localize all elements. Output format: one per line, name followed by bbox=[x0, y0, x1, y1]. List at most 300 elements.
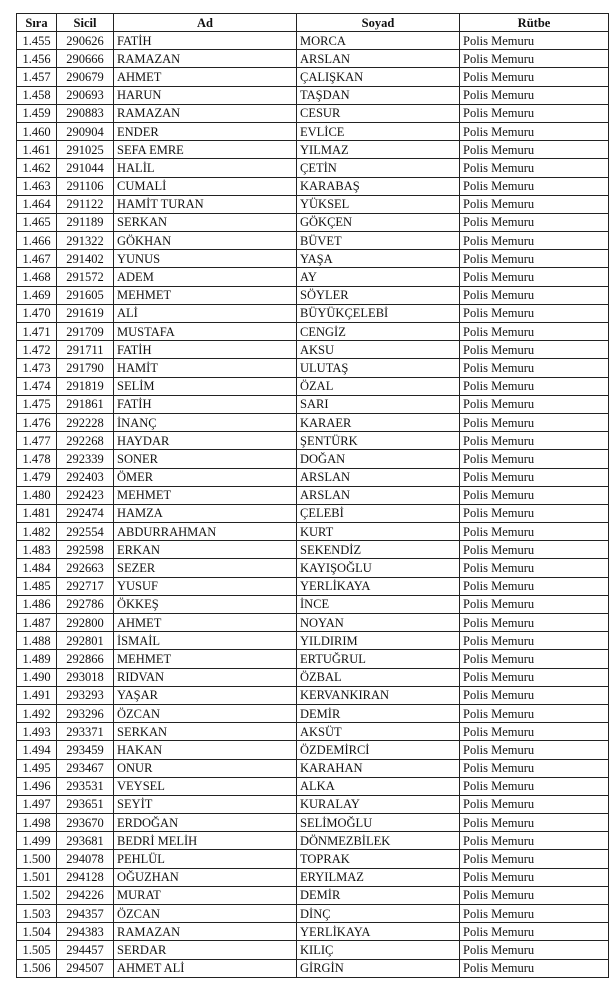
cell-rutbe: Polis Memuru bbox=[460, 450, 609, 468]
cell-rutbe: Polis Memuru bbox=[460, 50, 609, 68]
cell-ad: FATİH bbox=[114, 341, 297, 359]
cell-ad: FATİH bbox=[114, 395, 297, 413]
cell-soyad: DÖNMEZBİLEK bbox=[297, 832, 460, 850]
cell-sicil: 292268 bbox=[57, 432, 114, 450]
table-row bbox=[17, 650, 609, 668]
cell-rutbe: Polis Memuru bbox=[460, 704, 609, 722]
table-row bbox=[17, 559, 609, 577]
table-row bbox=[17, 668, 609, 686]
cell-soyad: ÇALIŞKAN bbox=[297, 68, 460, 86]
cell-sira: 1.471 bbox=[17, 323, 57, 341]
header-sira: Sıra bbox=[17, 14, 57, 32]
cell-sira: 1.460 bbox=[17, 122, 57, 140]
cell-sira: 1.462 bbox=[17, 159, 57, 177]
header-row bbox=[17, 14, 609, 32]
cell-ad: MUSTAFA bbox=[114, 323, 297, 341]
cell-sira: 1.481 bbox=[17, 504, 57, 522]
cell-sicil: 291044 bbox=[57, 159, 114, 177]
cell-sira: 1.498 bbox=[17, 814, 57, 832]
cell-ad: ERDOĞAN bbox=[114, 814, 297, 832]
cell-soyad: AKSÜT bbox=[297, 723, 460, 741]
cell-sicil: 290693 bbox=[57, 86, 114, 104]
cell-rutbe: Polis Memuru bbox=[460, 122, 609, 140]
table-row bbox=[17, 213, 609, 231]
cell-sira: 1.477 bbox=[17, 432, 57, 450]
cell-ad: VEYSEL bbox=[114, 777, 297, 795]
cell-soyad: ARSLAN bbox=[297, 486, 460, 504]
cell-ad: MEHMET bbox=[114, 486, 297, 504]
cell-rutbe: Polis Memuru bbox=[460, 686, 609, 704]
cell-ad: AHMET bbox=[114, 614, 297, 632]
cell-soyad: AKSU bbox=[297, 341, 460, 359]
cell-soyad: GÖKÇEN bbox=[297, 213, 460, 231]
cell-sicil: 291709 bbox=[57, 323, 114, 341]
table-row bbox=[17, 141, 609, 159]
cell-soyad: GİRGİN bbox=[297, 959, 460, 977]
cell-sira: 1.502 bbox=[17, 886, 57, 904]
cell-soyad: İNCE bbox=[297, 595, 460, 613]
cell-sicil: 291189 bbox=[57, 213, 114, 231]
table-row bbox=[17, 359, 609, 377]
cell-sira: 1.499 bbox=[17, 832, 57, 850]
cell-sira: 1.465 bbox=[17, 213, 57, 231]
cell-sicil: 293531 bbox=[57, 777, 114, 795]
cell-soyad: ÖZAL bbox=[297, 377, 460, 395]
table-row bbox=[17, 814, 609, 832]
cell-soyad: KURT bbox=[297, 523, 460, 541]
cell-ad: SERDAR bbox=[114, 941, 297, 959]
cell-soyad: YILDIRIM bbox=[297, 632, 460, 650]
cell-sicil: 291605 bbox=[57, 286, 114, 304]
cell-ad: İSMAİL bbox=[114, 632, 297, 650]
cell-sicil: 291619 bbox=[57, 304, 114, 322]
table-row bbox=[17, 632, 609, 650]
cell-soyad: NOYAN bbox=[297, 614, 460, 632]
cell-sicil: 293459 bbox=[57, 741, 114, 759]
cell-soyad: ÖZDEMİRCİ bbox=[297, 741, 460, 759]
table-row bbox=[17, 50, 609, 68]
cell-ad: SELİM bbox=[114, 377, 297, 395]
cell-sicil: 293371 bbox=[57, 723, 114, 741]
cell-sicil: 292663 bbox=[57, 559, 114, 577]
cell-sicil: 292228 bbox=[57, 413, 114, 431]
cell-sicil: 291122 bbox=[57, 195, 114, 213]
cell-sira: 1.485 bbox=[17, 577, 57, 595]
cell-soyad: KARABAŞ bbox=[297, 177, 460, 195]
cell-soyad: CESUR bbox=[297, 104, 460, 122]
cell-sira: 1.457 bbox=[17, 68, 57, 86]
cell-rutbe: Polis Memuru bbox=[460, 195, 609, 213]
cell-ad: BEDRİ MELİH bbox=[114, 832, 297, 850]
cell-soyad: ÇETİN bbox=[297, 159, 460, 177]
cell-sira: 1.501 bbox=[17, 868, 57, 886]
cell-sira: 1.456 bbox=[17, 50, 57, 68]
table-row bbox=[17, 741, 609, 759]
cell-soyad: ULUTAŞ bbox=[297, 359, 460, 377]
cell-ad: İNANÇ bbox=[114, 413, 297, 431]
cell-rutbe: Polis Memuru bbox=[460, 304, 609, 322]
table-row bbox=[17, 232, 609, 250]
cell-sicil: 291711 bbox=[57, 341, 114, 359]
cell-sira: 1.487 bbox=[17, 614, 57, 632]
cell-sicil: 294128 bbox=[57, 868, 114, 886]
cell-soyad: YERLİKAYA bbox=[297, 577, 460, 595]
cell-sicil: 292403 bbox=[57, 468, 114, 486]
cell-sira: 1.497 bbox=[17, 795, 57, 813]
cell-ad: AHMET bbox=[114, 68, 297, 86]
cell-sicil: 291572 bbox=[57, 268, 114, 286]
cell-sicil: 293296 bbox=[57, 704, 114, 722]
cell-ad: MURAT bbox=[114, 886, 297, 904]
table-row bbox=[17, 905, 609, 923]
personnel-table bbox=[16, 13, 609, 978]
cell-rutbe: Polis Memuru bbox=[460, 559, 609, 577]
table-row bbox=[17, 32, 609, 50]
cell-soyad: SARI bbox=[297, 395, 460, 413]
cell-soyad: ŞENTÜRK bbox=[297, 432, 460, 450]
cell-rutbe: Polis Memuru bbox=[460, 232, 609, 250]
cell-rutbe: Polis Memuru bbox=[460, 595, 609, 613]
cell-rutbe: Polis Memuru bbox=[460, 104, 609, 122]
table-row bbox=[17, 577, 609, 595]
cell-ad: YUNUS bbox=[114, 250, 297, 268]
cell-sira: 1.459 bbox=[17, 104, 57, 122]
cell-soyad: SELİMOĞLU bbox=[297, 814, 460, 832]
cell-soyad: YERLİKAYA bbox=[297, 923, 460, 941]
header-rutbe: Rütbe bbox=[460, 14, 609, 32]
cell-rutbe: Polis Memuru bbox=[460, 614, 609, 632]
cell-soyad: KURALAY bbox=[297, 795, 460, 813]
cell-soyad: YAŞA bbox=[297, 250, 460, 268]
table-row bbox=[17, 486, 609, 504]
cell-sicil: 292339 bbox=[57, 450, 114, 468]
cell-sicil: 292786 bbox=[57, 595, 114, 613]
cell-ad: RAMAZAN bbox=[114, 104, 297, 122]
cell-soyad: ÖZBAL bbox=[297, 668, 460, 686]
cell-rutbe: Polis Memuru bbox=[460, 941, 609, 959]
cell-soyad: TAŞDAN bbox=[297, 86, 460, 104]
cell-sicil: 290626 bbox=[57, 32, 114, 50]
cell-sira: 1.484 bbox=[17, 559, 57, 577]
cell-sicil: 294357 bbox=[57, 905, 114, 923]
cell-sicil: 293670 bbox=[57, 814, 114, 832]
cell-ad: FATİH bbox=[114, 32, 297, 50]
cell-soyad: AY bbox=[297, 268, 460, 286]
cell-ad: MEHMET bbox=[114, 650, 297, 668]
cell-sicil: 294226 bbox=[57, 886, 114, 904]
cell-soyad: YILMAZ bbox=[297, 141, 460, 159]
table-row bbox=[17, 759, 609, 777]
table-row bbox=[17, 795, 609, 813]
cell-rutbe: Polis Memuru bbox=[460, 159, 609, 177]
cell-soyad: ERTUĞRUL bbox=[297, 650, 460, 668]
cell-sicil: 292801 bbox=[57, 632, 114, 650]
cell-soyad: MORCA bbox=[297, 32, 460, 50]
cell-sira: 1.475 bbox=[17, 395, 57, 413]
cell-rutbe: Polis Memuru bbox=[460, 650, 609, 668]
table-row bbox=[17, 450, 609, 468]
cell-sicil: 293681 bbox=[57, 832, 114, 850]
cell-soyad: DOĞAN bbox=[297, 450, 460, 468]
cell-sira: 1.506 bbox=[17, 959, 57, 977]
cell-rutbe: Polis Memuru bbox=[460, 795, 609, 813]
cell-ad: SONER bbox=[114, 450, 297, 468]
cell-rutbe: Polis Memuru bbox=[460, 850, 609, 868]
cell-sira: 1.494 bbox=[17, 741, 57, 759]
cell-rutbe: Polis Memuru bbox=[460, 32, 609, 50]
cell-sicil: 290666 bbox=[57, 50, 114, 68]
cell-sicil: 292598 bbox=[57, 541, 114, 559]
cell-rutbe: Polis Memuru bbox=[460, 814, 609, 832]
cell-ad: RAMAZAN bbox=[114, 50, 297, 68]
table-row bbox=[17, 595, 609, 613]
table-row bbox=[17, 250, 609, 268]
cell-soyad: ARSLAN bbox=[297, 50, 460, 68]
table-row bbox=[17, 122, 609, 140]
cell-sira: 1.458 bbox=[17, 86, 57, 104]
cell-ad: AHMET ALİ bbox=[114, 959, 297, 977]
table-row bbox=[17, 541, 609, 559]
cell-sicil: 293467 bbox=[57, 759, 114, 777]
table-row bbox=[17, 868, 609, 886]
table-row bbox=[17, 704, 609, 722]
cell-ad: HALİL bbox=[114, 159, 297, 177]
cell-ad: HARUN bbox=[114, 86, 297, 104]
cell-sicil: 292866 bbox=[57, 650, 114, 668]
cell-ad: YAŞAR bbox=[114, 686, 297, 704]
cell-rutbe: Polis Memuru bbox=[460, 177, 609, 195]
cell-rutbe: Polis Memuru bbox=[460, 250, 609, 268]
cell-ad: SERKAN bbox=[114, 213, 297, 231]
cell-rutbe: Polis Memuru bbox=[460, 741, 609, 759]
cell-soyad: ERYILMAZ bbox=[297, 868, 460, 886]
cell-ad: MEHMET bbox=[114, 286, 297, 304]
cell-soyad: ALKA bbox=[297, 777, 460, 795]
cell-rutbe: Polis Memuru bbox=[460, 486, 609, 504]
cell-soyad: KILIÇ bbox=[297, 941, 460, 959]
cell-ad: SERKAN bbox=[114, 723, 297, 741]
cell-rutbe: Polis Memuru bbox=[460, 723, 609, 741]
cell-ad: ÖZCAN bbox=[114, 704, 297, 722]
cell-sira: 1.493 bbox=[17, 723, 57, 741]
table-row bbox=[17, 86, 609, 104]
table-row bbox=[17, 195, 609, 213]
cell-rutbe: Polis Memuru bbox=[460, 413, 609, 431]
cell-rutbe: Polis Memuru bbox=[460, 86, 609, 104]
cell-soyad: SEKENDİZ bbox=[297, 541, 460, 559]
cell-ad: HAMZA bbox=[114, 504, 297, 522]
cell-sira: 1.500 bbox=[17, 850, 57, 868]
cell-rutbe: Polis Memuru bbox=[460, 432, 609, 450]
cell-rutbe: Polis Memuru bbox=[460, 832, 609, 850]
table-row bbox=[17, 377, 609, 395]
cell-ad: HAMİT bbox=[114, 359, 297, 377]
cell-rutbe: Polis Memuru bbox=[460, 268, 609, 286]
cell-rutbe: Polis Memuru bbox=[460, 905, 609, 923]
cell-sicil: 294507 bbox=[57, 959, 114, 977]
cell-ad: ERKAN bbox=[114, 541, 297, 559]
cell-rutbe: Polis Memuru bbox=[460, 323, 609, 341]
cell-sira: 1.476 bbox=[17, 413, 57, 431]
cell-rutbe: Polis Memuru bbox=[460, 213, 609, 231]
cell-sira: 1.503 bbox=[17, 905, 57, 923]
cell-sira: 1.466 bbox=[17, 232, 57, 250]
cell-soyad: ARSLAN bbox=[297, 468, 460, 486]
table-row bbox=[17, 523, 609, 541]
cell-rutbe: Polis Memuru bbox=[460, 886, 609, 904]
cell-soyad: BÜVET bbox=[297, 232, 460, 250]
cell-ad: ABDURRAHMAN bbox=[114, 523, 297, 541]
cell-sira: 1.489 bbox=[17, 650, 57, 668]
cell-sicil: 291819 bbox=[57, 377, 114, 395]
cell-ad: ADEM bbox=[114, 268, 297, 286]
table-row bbox=[17, 159, 609, 177]
cell-sicil: 290679 bbox=[57, 68, 114, 86]
cell-rutbe: Polis Memuru bbox=[460, 923, 609, 941]
cell-sira: 1.492 bbox=[17, 704, 57, 722]
cell-sira: 1.488 bbox=[17, 632, 57, 650]
cell-sicil: 294383 bbox=[57, 923, 114, 941]
table-row bbox=[17, 941, 609, 959]
table-row bbox=[17, 959, 609, 977]
cell-sira: 1.478 bbox=[17, 450, 57, 468]
cell-ad: OĞUZHAN bbox=[114, 868, 297, 886]
cell-ad: SEZER bbox=[114, 559, 297, 577]
cell-sicil: 291322 bbox=[57, 232, 114, 250]
cell-rutbe: Polis Memuru bbox=[460, 359, 609, 377]
cell-sira: 1.496 bbox=[17, 777, 57, 795]
cell-soyad: DEMİR bbox=[297, 886, 460, 904]
cell-soyad: EVLİCE bbox=[297, 122, 460, 140]
cell-rutbe: Polis Memuru bbox=[460, 377, 609, 395]
cell-rutbe: Polis Memuru bbox=[460, 541, 609, 559]
cell-sira: 1.469 bbox=[17, 286, 57, 304]
cell-sira: 1.505 bbox=[17, 941, 57, 959]
table-row bbox=[17, 777, 609, 795]
header-sicil: Sicil bbox=[57, 14, 114, 32]
cell-rutbe: Polis Memuru bbox=[460, 341, 609, 359]
cell-soyad: KAYIŞOĞLU bbox=[297, 559, 460, 577]
cell-rutbe: Polis Memuru bbox=[460, 68, 609, 86]
cell-soyad: ÇELEBİ bbox=[297, 504, 460, 522]
table-row bbox=[17, 413, 609, 431]
cell-ad: RIDVAN bbox=[114, 668, 297, 686]
cell-sira: 1.473 bbox=[17, 359, 57, 377]
cell-sicil: 294078 bbox=[57, 850, 114, 868]
cell-sira: 1.483 bbox=[17, 541, 57, 559]
cell-soyad: KARAER bbox=[297, 413, 460, 431]
cell-sicil: 292423 bbox=[57, 486, 114, 504]
cell-sira: 1.482 bbox=[17, 523, 57, 541]
cell-sira: 1.491 bbox=[17, 686, 57, 704]
cell-sicil: 291402 bbox=[57, 250, 114, 268]
cell-rutbe: Polis Memuru bbox=[460, 868, 609, 886]
cell-ad: GÖKHAN bbox=[114, 232, 297, 250]
cell-rutbe: Polis Memuru bbox=[460, 632, 609, 650]
cell-sira: 1.504 bbox=[17, 923, 57, 941]
table-row bbox=[17, 304, 609, 322]
cell-ad: SEFA EMRE bbox=[114, 141, 297, 159]
cell-rutbe: Polis Memuru bbox=[460, 759, 609, 777]
table-body bbox=[17, 32, 609, 978]
cell-soyad: CENGİZ bbox=[297, 323, 460, 341]
cell-ad: HAYDAR bbox=[114, 432, 297, 450]
cell-sicil: 290904 bbox=[57, 122, 114, 140]
cell-sira: 1.486 bbox=[17, 595, 57, 613]
cell-rutbe: Polis Memuru bbox=[460, 286, 609, 304]
cell-ad: PEHLÜL bbox=[114, 850, 297, 868]
cell-soyad: BÜYÜKÇELEBİ bbox=[297, 304, 460, 322]
cell-rutbe: Polis Memuru bbox=[460, 668, 609, 686]
table-row bbox=[17, 614, 609, 632]
table-row bbox=[17, 177, 609, 195]
cell-sicil: 291861 bbox=[57, 395, 114, 413]
table-row bbox=[17, 341, 609, 359]
cell-rutbe: Polis Memuru bbox=[460, 523, 609, 541]
table-row bbox=[17, 832, 609, 850]
table-row bbox=[17, 886, 609, 904]
cell-soyad: TOPRAK bbox=[297, 850, 460, 868]
header-soyad: Soyad bbox=[297, 14, 460, 32]
cell-rutbe: Polis Memuru bbox=[460, 504, 609, 522]
table-header bbox=[17, 14, 609, 32]
cell-ad: ÖKKEŞ bbox=[114, 595, 297, 613]
table-row bbox=[17, 923, 609, 941]
cell-soyad: SÖYLER bbox=[297, 286, 460, 304]
table-row bbox=[17, 723, 609, 741]
cell-sira: 1.468 bbox=[17, 268, 57, 286]
cell-sira: 1.472 bbox=[17, 341, 57, 359]
cell-soyad: YÜKSEL bbox=[297, 195, 460, 213]
cell-ad: HAKAN bbox=[114, 741, 297, 759]
cell-sicil: 291025 bbox=[57, 141, 114, 159]
cell-soyad: DEMİR bbox=[297, 704, 460, 722]
header-ad: Ad bbox=[114, 14, 297, 32]
cell-ad: SEYİT bbox=[114, 795, 297, 813]
table-row bbox=[17, 850, 609, 868]
table-row bbox=[17, 268, 609, 286]
cell-sicil: 292800 bbox=[57, 614, 114, 632]
cell-sira: 1.463 bbox=[17, 177, 57, 195]
cell-sira: 1.461 bbox=[17, 141, 57, 159]
cell-sira: 1.464 bbox=[17, 195, 57, 213]
cell-sicil: 292717 bbox=[57, 577, 114, 595]
cell-rutbe: Polis Memuru bbox=[460, 777, 609, 795]
cell-sicil: 291106 bbox=[57, 177, 114, 195]
table-row bbox=[17, 68, 609, 86]
cell-sira: 1.467 bbox=[17, 250, 57, 268]
cell-sira: 1.474 bbox=[17, 377, 57, 395]
table-row bbox=[17, 468, 609, 486]
cell-ad: CUMALİ bbox=[114, 177, 297, 195]
cell-soyad: DİNÇ bbox=[297, 905, 460, 923]
cell-rutbe: Polis Memuru bbox=[460, 959, 609, 977]
cell-ad: ÖMER bbox=[114, 468, 297, 486]
cell-sicil: 291790 bbox=[57, 359, 114, 377]
cell-ad: ÖZCAN bbox=[114, 905, 297, 923]
table-row bbox=[17, 323, 609, 341]
cell-sira: 1.495 bbox=[17, 759, 57, 777]
table-row bbox=[17, 395, 609, 413]
cell-ad: RAMAZAN bbox=[114, 923, 297, 941]
cell-sicil: 293651 bbox=[57, 795, 114, 813]
cell-rutbe: Polis Memuru bbox=[460, 468, 609, 486]
cell-sira: 1.470 bbox=[17, 304, 57, 322]
table-row bbox=[17, 432, 609, 450]
cell-sicil: 292474 bbox=[57, 504, 114, 522]
cell-sira: 1.480 bbox=[17, 486, 57, 504]
cell-ad: ENDER bbox=[114, 122, 297, 140]
